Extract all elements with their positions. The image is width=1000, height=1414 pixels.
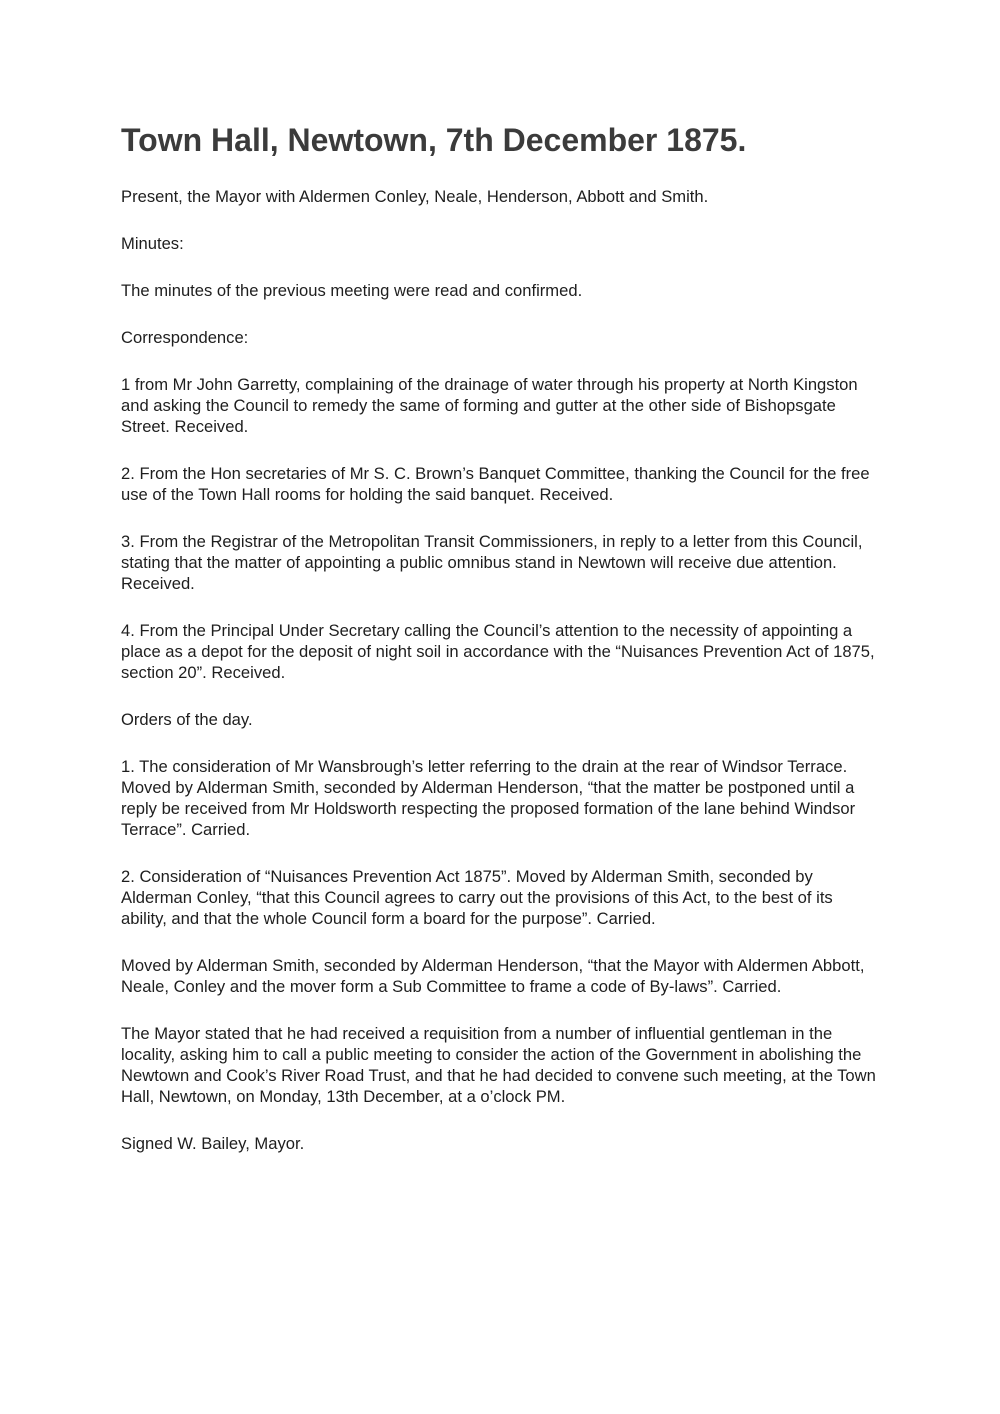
document-page: [121, 118, 881, 1180]
correspondence-item-3: 3. From the Registrar of the Metropolitan Transit Commissioners, in reply to a letter from this Council, stating that the matter of appointing a public omnibus stand in Newtown will receive due attention. Received.: [121, 532, 863, 593]
minutes-paragraph: The minutes of the previous meeting were read and confirmed.: [121, 281, 583, 300]
attendance-paragraph: Present, the Mayor with Aldermen Conley, Neale, Henderson, Abbott and Smith.: [121, 187, 709, 206]
correspondence-item-4: 4. From the Principal Under Secretary calling the Council’s attention to the necessity of appointing a place as a depot for the deposit of night soil in accordance with the “Nuisances Prevention Act of 1875, section 20”. Received.: [121, 621, 875, 682]
correspondence-item-2: 2. From the Hon secretaries of Mr S. C. Brown’s Banquet Committee, thanking the Council for the free use of the Town Hall rooms for holding the said banquet. Received.: [121, 464, 870, 504]
order-item-2: 2. Consideration of “Nuisances Prevention Act 1875”. Moved by Alderman Smith, seconded by Alderman Conley, “that this Council agrees to carry out the provisions of this Act, to the best of its ability, and that the whole Council form a board for the purpose”. Carried.: [121, 867, 833, 928]
order-item-1: 1. The consideration of Mr Wansbrough’s letter referring to the drain at the rear of Windsor Terrace. Moved by Alderman Smith, seconded by Alderman Henderson, “that the matter be postponed until a reply be received from Mr Holdsworth respecting the proposed formation of the lane behind Windsor Terrace”. Carried.: [121, 757, 856, 839]
orders-heading: Orders of the day.: [121, 710, 253, 729]
mayor-statement-paragraph: The Mayor stated that he had received a requisition from a number of influential gentleman in the locality, asking him to call a public meeting to consider the action of the Government in abolishing the Newtown and Cook’s River Road Trust, and that he had decided to convene such meeting, at the Town Hall, Newtown, on Monday, 13th December, at a o’clock PM.: [121, 1024, 876, 1106]
signature-line: Signed W. Bailey, Mayor.: [121, 1134, 305, 1153]
document-title: Town Hall, Newtown, 7th December 1875.: [121, 122, 747, 158]
correspondence-item-1: 1 from Mr John Garretty, complaining of the drainage of water through his property at North Kingston and asking the Council to remedy the same of forming and gutter at the other side of Bishopsgate Street. Received.: [121, 375, 858, 436]
motion-paragraph: Moved by Alderman Smith, seconded by Alderman Henderson, “that the Mayor with Aldermen Abbott, Neale, Conley and the mover form a Sub Committee to frame a code of By-laws”. Carried.: [121, 956, 865, 996]
correspondence-heading: Correspondence:: [121, 328, 249, 347]
minutes-heading: Minutes:: [121, 234, 184, 253]
